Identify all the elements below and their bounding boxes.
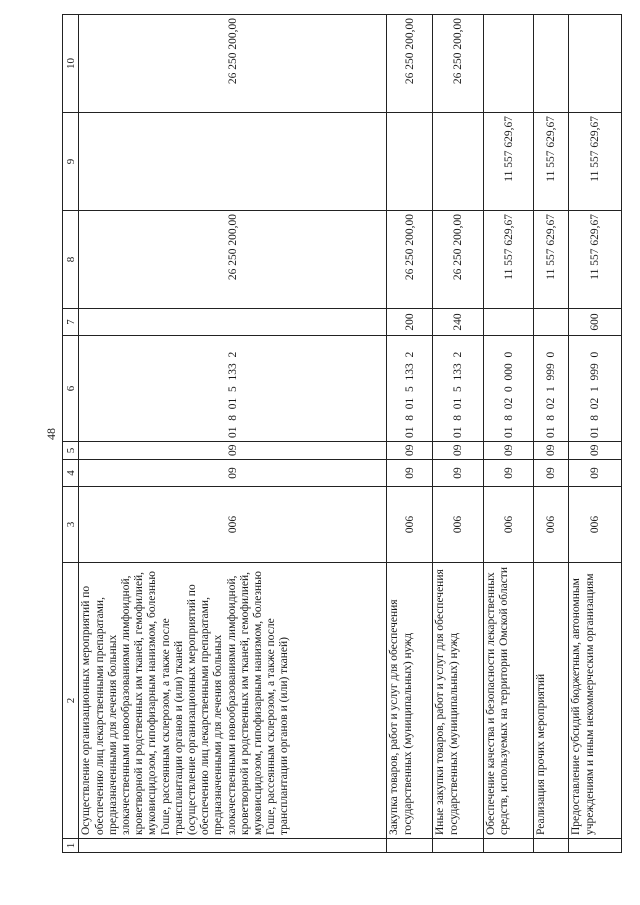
budget-table xyxy=(62,14,622,853)
cell-name: Обеспечение качества и безопасности лекарственных средств, используемых на территории Омской области xyxy=(483,563,533,839)
cell-expense-type: 240 xyxy=(433,309,483,336)
cell-amount-federal xyxy=(569,15,622,113)
cell-subsection: 09 xyxy=(483,442,533,460)
column-number: 7 xyxy=(63,309,79,336)
table-row xyxy=(569,15,622,853)
cell-amount-regional xyxy=(79,113,387,211)
cell-name: Реализация прочих мероприятий xyxy=(534,563,569,839)
cell-amount-total: 11 557 629,67 xyxy=(483,211,533,309)
table-row xyxy=(387,15,433,853)
cell-target-code: 01 8 02 0 000 0 xyxy=(483,336,533,442)
column-number: 6 xyxy=(63,336,79,442)
cell-subsection: 09 xyxy=(387,442,433,460)
cell-subsection: 09 xyxy=(534,442,569,460)
cell-num xyxy=(79,839,387,853)
page-number: 48 xyxy=(44,428,58,440)
cell-amount-regional: 11 557 629,67 xyxy=(569,113,622,211)
cell-num xyxy=(483,839,533,853)
cell-expense-type xyxy=(534,309,569,336)
cell-section: 09 xyxy=(433,460,483,487)
cell-code-ministry: 006 xyxy=(534,487,569,563)
cell-amount-federal xyxy=(483,15,533,113)
column-number: 9 xyxy=(63,113,79,211)
cell-section: 09 xyxy=(483,460,533,487)
cell-amount-regional: 11 557 629,67 xyxy=(534,113,569,211)
cell-name: Осуществление организационных мероприятий по обеспечению лиц лекарственными препаратами, предназначенными для лечения больных злокачественными новообразованиями лимфоидной, кроветворной и родственных им тканей, гемофилией, муковисцидозом, гипофизарным нанизмом, болезнью Гоше, рассеянным склерозом, а также после трансплантации органов и (или) тканей (осуществление организационных мероприятий по обеспечению лиц лекарственными препаратами, предназначенными для лечения больных злокачественными новообразованиями лимфоидной, кроветворной и родственных им тканей, гемофилией, муковисцидозом, гипофизарным нанизмом, болезнью Гоше, рассеянным склерозом, а также после трансплантации органов и (или) тканей) xyxy=(79,563,387,839)
table-row xyxy=(534,15,569,853)
cell-amount-total: 26 250 200,00 xyxy=(387,211,433,309)
cell-section: 09 xyxy=(569,460,622,487)
column-number: 2 xyxy=(63,563,79,839)
cell-section: 09 xyxy=(534,460,569,487)
cell-amount-federal: 26 250 200,00 xyxy=(433,15,483,113)
cell-name: Предоставление субсидий бюджетным, автономным учреждениям и иным некоммерческим организациям xyxy=(569,563,622,839)
cell-amount-regional: 11 557 629,67 xyxy=(483,113,533,211)
cell-expense-type: 200 xyxy=(387,309,433,336)
table-row xyxy=(79,15,387,853)
cell-num xyxy=(387,839,433,853)
cell-amount-total: 11 557 629,67 xyxy=(569,211,622,309)
cell-target-code: 01 8 01 5 133 2 xyxy=(79,336,387,442)
cell-code-ministry: 006 xyxy=(387,487,433,563)
cell-section: 09 xyxy=(79,460,387,487)
cell-amount-regional xyxy=(433,113,483,211)
column-number: 10 xyxy=(63,15,79,113)
cell-name: Закупка товаров, работ и услуг для обеспечения государственных (муниципальных) нужд xyxy=(387,563,433,839)
cell-amount-regional xyxy=(387,113,433,211)
cell-code-ministry: 006 xyxy=(483,487,533,563)
column-number: 4 xyxy=(63,460,79,487)
cell-expense-type xyxy=(483,309,533,336)
cell-num xyxy=(569,839,622,853)
cell-amount-total: 11 557 629,67 xyxy=(534,211,569,309)
cell-name: Иные закупки товаров, работ и услуг для обеспечения государственных (муниципальных) нужд xyxy=(433,563,483,839)
table-row xyxy=(483,15,533,853)
cell-amount-federal: 26 250 200,00 xyxy=(387,15,433,113)
cell-amount-total: 26 250 200,00 xyxy=(433,211,483,309)
cell-amount-federal: 26 250 200,00 xyxy=(79,15,387,113)
cell-num xyxy=(534,839,569,853)
cell-subsection: 09 xyxy=(79,442,387,460)
column-number: 1 xyxy=(63,839,79,853)
cell-code-ministry: 006 xyxy=(79,487,387,563)
cell-code-ministry: 006 xyxy=(433,487,483,563)
cell-amount-federal xyxy=(534,15,569,113)
cell-expense-type: 600 xyxy=(569,309,622,336)
cell-subsection: 09 xyxy=(433,442,483,460)
cell-target-code: 01 8 02 1 999 0 xyxy=(569,336,622,442)
cell-subsection: 09 xyxy=(569,442,622,460)
cell-num xyxy=(433,839,483,853)
cell-amount-total: 26 250 200,00 xyxy=(79,211,387,309)
column-number: 3 xyxy=(63,487,79,563)
cell-target-code: 01 8 01 5 133 2 xyxy=(433,336,483,442)
column-number: 5 xyxy=(63,442,79,460)
rotated-page xyxy=(44,15,622,853)
column-number: 8 xyxy=(63,211,79,309)
cell-target-code: 01 8 01 5 133 2 xyxy=(387,336,433,442)
cell-section: 09 xyxy=(387,460,433,487)
table-row xyxy=(433,15,483,853)
cell-target-code: 01 8 02 1 999 0 xyxy=(534,336,569,442)
cell-code-ministry: 006 xyxy=(569,487,622,563)
column-number-row xyxy=(63,15,79,853)
cell-expense-type xyxy=(79,309,387,336)
